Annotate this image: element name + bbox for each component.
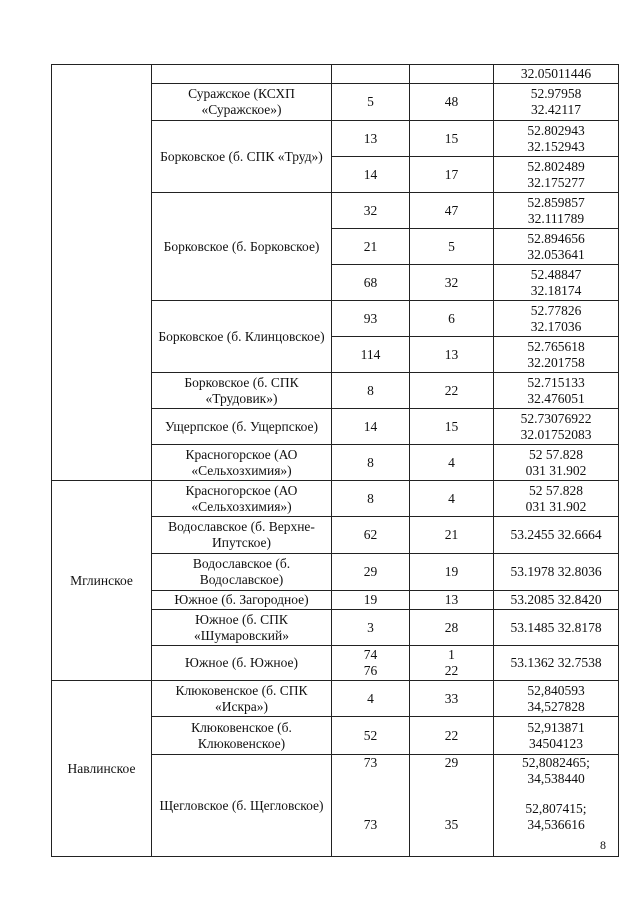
field-number-cell: 29 bbox=[332, 554, 410, 591]
coordinates-cell: 52.859857 32.111789 bbox=[494, 193, 619, 229]
coordinates-cell: 52,840593 34,527828 bbox=[494, 681, 619, 717]
contour-number-cell: 19 bbox=[410, 554, 494, 591]
coordinates-cell: 52.77826 32.17036 bbox=[494, 301, 619, 337]
field-number-cell: 3 bbox=[332, 610, 410, 646]
table-row bbox=[52, 481, 619, 517]
farm-cell: Борковское (б. Клинцовское) bbox=[152, 301, 332, 373]
contour-number-cell: 6 bbox=[410, 301, 494, 337]
contour-number-cell: 33 bbox=[410, 681, 494, 717]
contour-number-cell: 22 bbox=[410, 717, 494, 755]
contour-number-cell: 13 bbox=[410, 337, 494, 373]
contour-number-cell: 15 bbox=[410, 121, 494, 157]
field-number-cell bbox=[332, 65, 410, 84]
field-number-cell: 14 bbox=[332, 409, 410, 445]
coordinates-cell: 52 57.828 031 31.902 bbox=[494, 481, 619, 517]
farm-cell: Борковское (б. СПК «Трудовик») bbox=[152, 373, 332, 409]
contour-number-cell: 47 bbox=[410, 193, 494, 229]
farm-cell: Ущерпское (б. Ущерпское) bbox=[152, 409, 332, 445]
field-number-cell: 32 bbox=[332, 193, 410, 229]
field-number-cell: 8 bbox=[332, 481, 410, 517]
farm-cell: Водославское (б. Водославское) bbox=[152, 554, 332, 591]
coordinates-cell: 52,913871 34504123 bbox=[494, 717, 619, 755]
farm-cell: Борковское (б. Борковское) bbox=[152, 193, 332, 301]
contour-number-cell: 15 bbox=[410, 409, 494, 445]
field-number-cell: 68 bbox=[332, 265, 410, 301]
table-row bbox=[52, 681, 619, 717]
coordinates-cell: 52.73076922 32.01752083 bbox=[494, 409, 619, 445]
contour-number-cell: 28 bbox=[410, 610, 494, 646]
field-number-cell: 21 bbox=[332, 229, 410, 265]
farm-cell: Борковское (б. СПК «Труд») bbox=[152, 121, 332, 193]
farm-cell: Красногорское (АО «Сельхозхимия») bbox=[152, 445, 332, 481]
contour-number-cell: 4 bbox=[410, 481, 494, 517]
coordinates-cell: 32.05011446 bbox=[494, 65, 619, 84]
farm-cell: Южное (б. Южное) bbox=[152, 646, 332, 681]
table-row bbox=[52, 65, 619, 84]
contour-number-cell: 1 22 bbox=[410, 646, 494, 681]
coordinates-cell: 53.2085 32.8420 bbox=[494, 591, 619, 610]
field-number-cell bbox=[332, 755, 410, 857]
contour-number-cell: 48 bbox=[410, 84, 494, 121]
contour-number-cell bbox=[410, 65, 494, 84]
coordinates-cell: 52.765618 32.201758 bbox=[494, 337, 619, 373]
farm-cell: Водославское (б. Верхне-Ипутское) bbox=[152, 517, 332, 554]
contour-number: 35 bbox=[444, 817, 459, 832]
contour-number-cell: 22 bbox=[410, 373, 494, 409]
coordinates-cell: 52.97958 32.42117 bbox=[494, 84, 619, 121]
coordinates-cell: 53.1978 32.8036 bbox=[494, 554, 619, 591]
contour-number-cell: 13 bbox=[410, 591, 494, 610]
field-number-cell: 93 bbox=[332, 301, 410, 337]
contour-number-cell: 21 bbox=[410, 517, 494, 554]
coordinates-cell: 53.2455 32.6664 bbox=[494, 517, 619, 554]
farm-cell: Суражское (КСХП «Суражское») bbox=[152, 84, 332, 121]
coordinates-cell: 52.48847 32.18174 bbox=[494, 265, 619, 301]
contour-number-cell: 32 bbox=[410, 265, 494, 301]
field-number-cell: 14 bbox=[332, 157, 410, 193]
contour-number: 29 bbox=[444, 755, 459, 770]
farm-cell bbox=[152, 755, 332, 857]
farm-cell: Южное (б. СПК «Шумаровский» bbox=[152, 610, 332, 646]
page-number: 8 bbox=[600, 838, 606, 852]
field-number-cell: 8 bbox=[332, 373, 410, 409]
field-number-cell: 74 76 bbox=[332, 646, 410, 681]
field-number-cell: 8 bbox=[332, 445, 410, 481]
farm-cell: Клюковенское (б. СПК «Искра») bbox=[152, 681, 332, 717]
field-number: 73 bbox=[363, 755, 378, 770]
field-number-cell: 13 bbox=[332, 121, 410, 157]
farm-name: Щегловское (б. Щегловское) bbox=[159, 797, 324, 813]
contour-number-cell: 17 bbox=[410, 157, 494, 193]
coordinates-value: 52,807415; 34,536616 bbox=[525, 801, 587, 832]
field-number-cell: 114 bbox=[332, 337, 410, 373]
contour-number-cell: 4 bbox=[410, 445, 494, 481]
field-number-cell: 5 bbox=[332, 84, 410, 121]
coordinates-cell: 53.1362 32.7538 bbox=[494, 646, 619, 681]
district-cell: Навлинское bbox=[52, 681, 152, 857]
farm-cell: Клюковенское (б. Клюковенское) bbox=[152, 717, 332, 755]
coordinates-cell: 52.894656 32.053641 bbox=[494, 229, 619, 265]
farm-cell: Южное (б. Загородное) bbox=[152, 591, 332, 610]
coordinates-value: 52,8082465; 34,538440 bbox=[522, 755, 590, 786]
field-number-cell: 4 bbox=[332, 681, 410, 717]
coordinates-cell: 52.802489 32.175277 bbox=[494, 157, 619, 193]
contour-number-cell bbox=[410, 755, 494, 857]
field-number-cell: 19 bbox=[332, 591, 410, 610]
district-cell bbox=[52, 65, 152, 481]
farm-cell bbox=[152, 65, 332, 84]
coordinates-cell: 53.1485 32.8178 bbox=[494, 610, 619, 646]
field-number: 73 bbox=[363, 817, 378, 832]
field-number-cell: 62 bbox=[332, 517, 410, 554]
district-cell: Мглинское bbox=[52, 481, 152, 681]
coordinates-cell: 52 57.828 031 31.902 bbox=[494, 445, 619, 481]
farm-cell: Красногорское (АО «Сельхозхимия») bbox=[152, 481, 332, 517]
land-plots-table bbox=[51, 64, 619, 857]
field-number-cell: 52 bbox=[332, 717, 410, 755]
contour-number-cell: 5 bbox=[410, 229, 494, 265]
coordinates-cell: 52.802943 32.152943 bbox=[494, 121, 619, 157]
coordinates-cell: 52.715133 32.476051 bbox=[494, 373, 619, 409]
